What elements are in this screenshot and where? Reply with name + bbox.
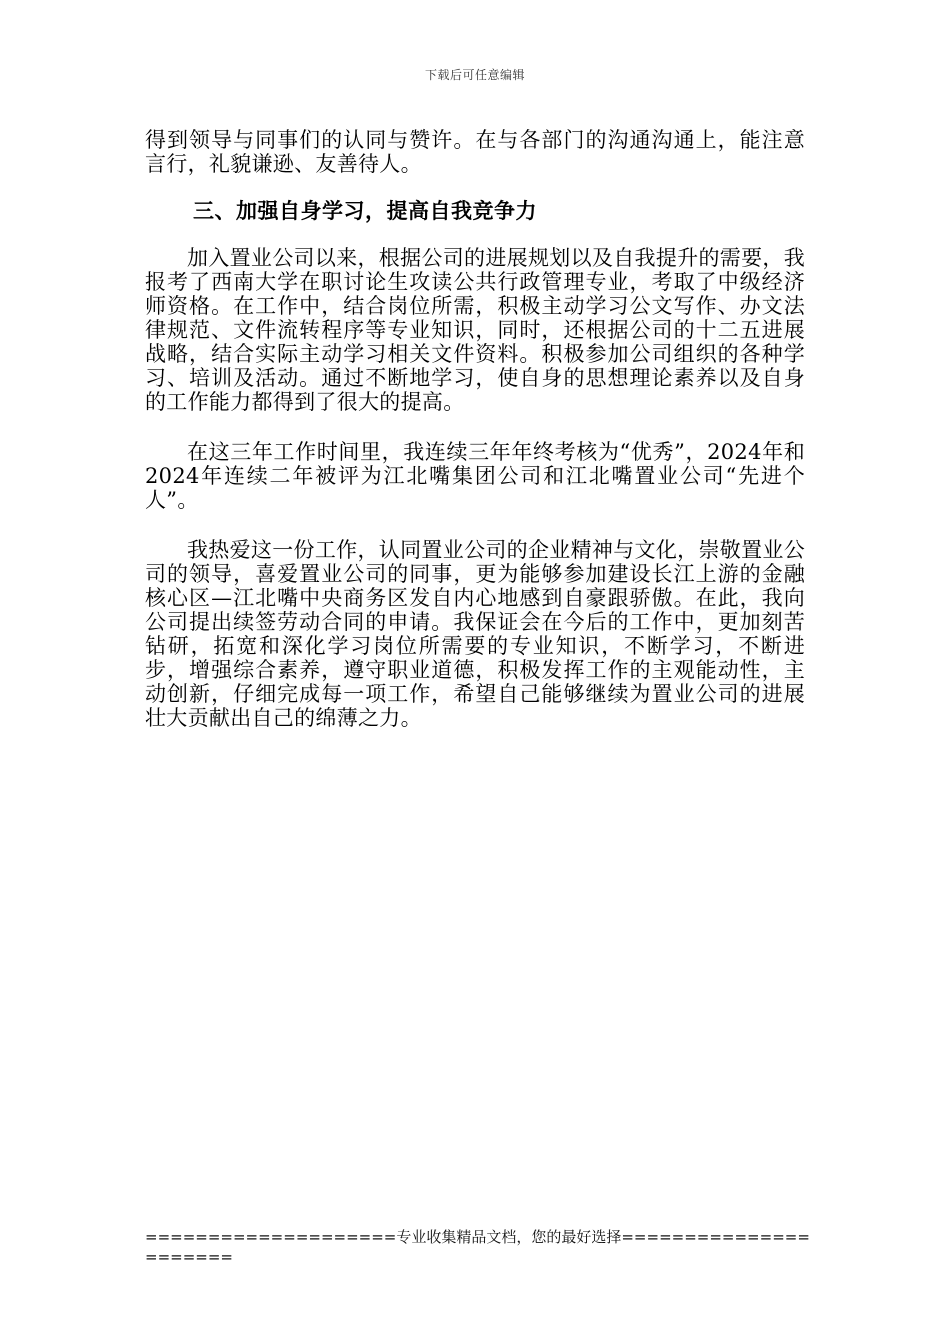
paragraph-achievements: 在这三年工作时间里，我连续三年年终考核为“优秀”，2024年和2024年连续二年被评为江北嘴集团公司和江北嘴置业公司“先进个人”。 — [145, 440, 805, 512]
paragraph-commitment: 我热爱这一份工作，认同置业公司的企业精神与文化，崇敬置业公司的领导，喜爱置业公司的同事，更为能够参加建设长江上游的金融核心区—江北嘴中央商务区发自内心地感到自豪跟骄傲。在此，我向公司提出续签劳动合同的申请。我保证会在今后的工作中，更加刻苦钻研，拓宽和深化学习岗位所需要的专业知识，不断学习，不断进步，增强综合素养，遵守职业道德，积极发挥工作的主观能动性，主动创新，仔细完成每一项工作，希望自己能够继续为置业公司的进展壮大贡献出自己的绵薄之力。 — [145, 538, 805, 730]
page-footer: ====================专业收集精品文档，您的最好选择====================== — [145, 1228, 810, 1266]
section-heading: 三、加强自身学习，提高自我竞争力 — [193, 199, 537, 223]
page-header: 下载后可任意编辑 — [424, 68, 525, 82]
paragraph-continued: 得到领导与同事们的认同与赞许。在与各部门的沟通沟通上，能注意言行，礼貌谦逊、友善待人。 — [145, 128, 805, 176]
document-body — [145, 128, 805, 730]
paragraph-learning: 加入置业公司以来，根据公司的进展规划以及自我提升的需要，我报考了西南大学在职讨论生攻读公共行政管理专业，考取了中级经济师资格。在工作中，结合岗位所需，积极主动学习公文写作、办文法律规范、文件流转程序等专业知识，同时，还根据公司的十二五进展战略，结合实际主动学习相关文件资料。积极参加公司组织的各种学习、培训及活动。通过不断地学习，使自身的思想理论素养以及自身的工作能力都得到了很大的提高。 — [145, 246, 805, 414]
